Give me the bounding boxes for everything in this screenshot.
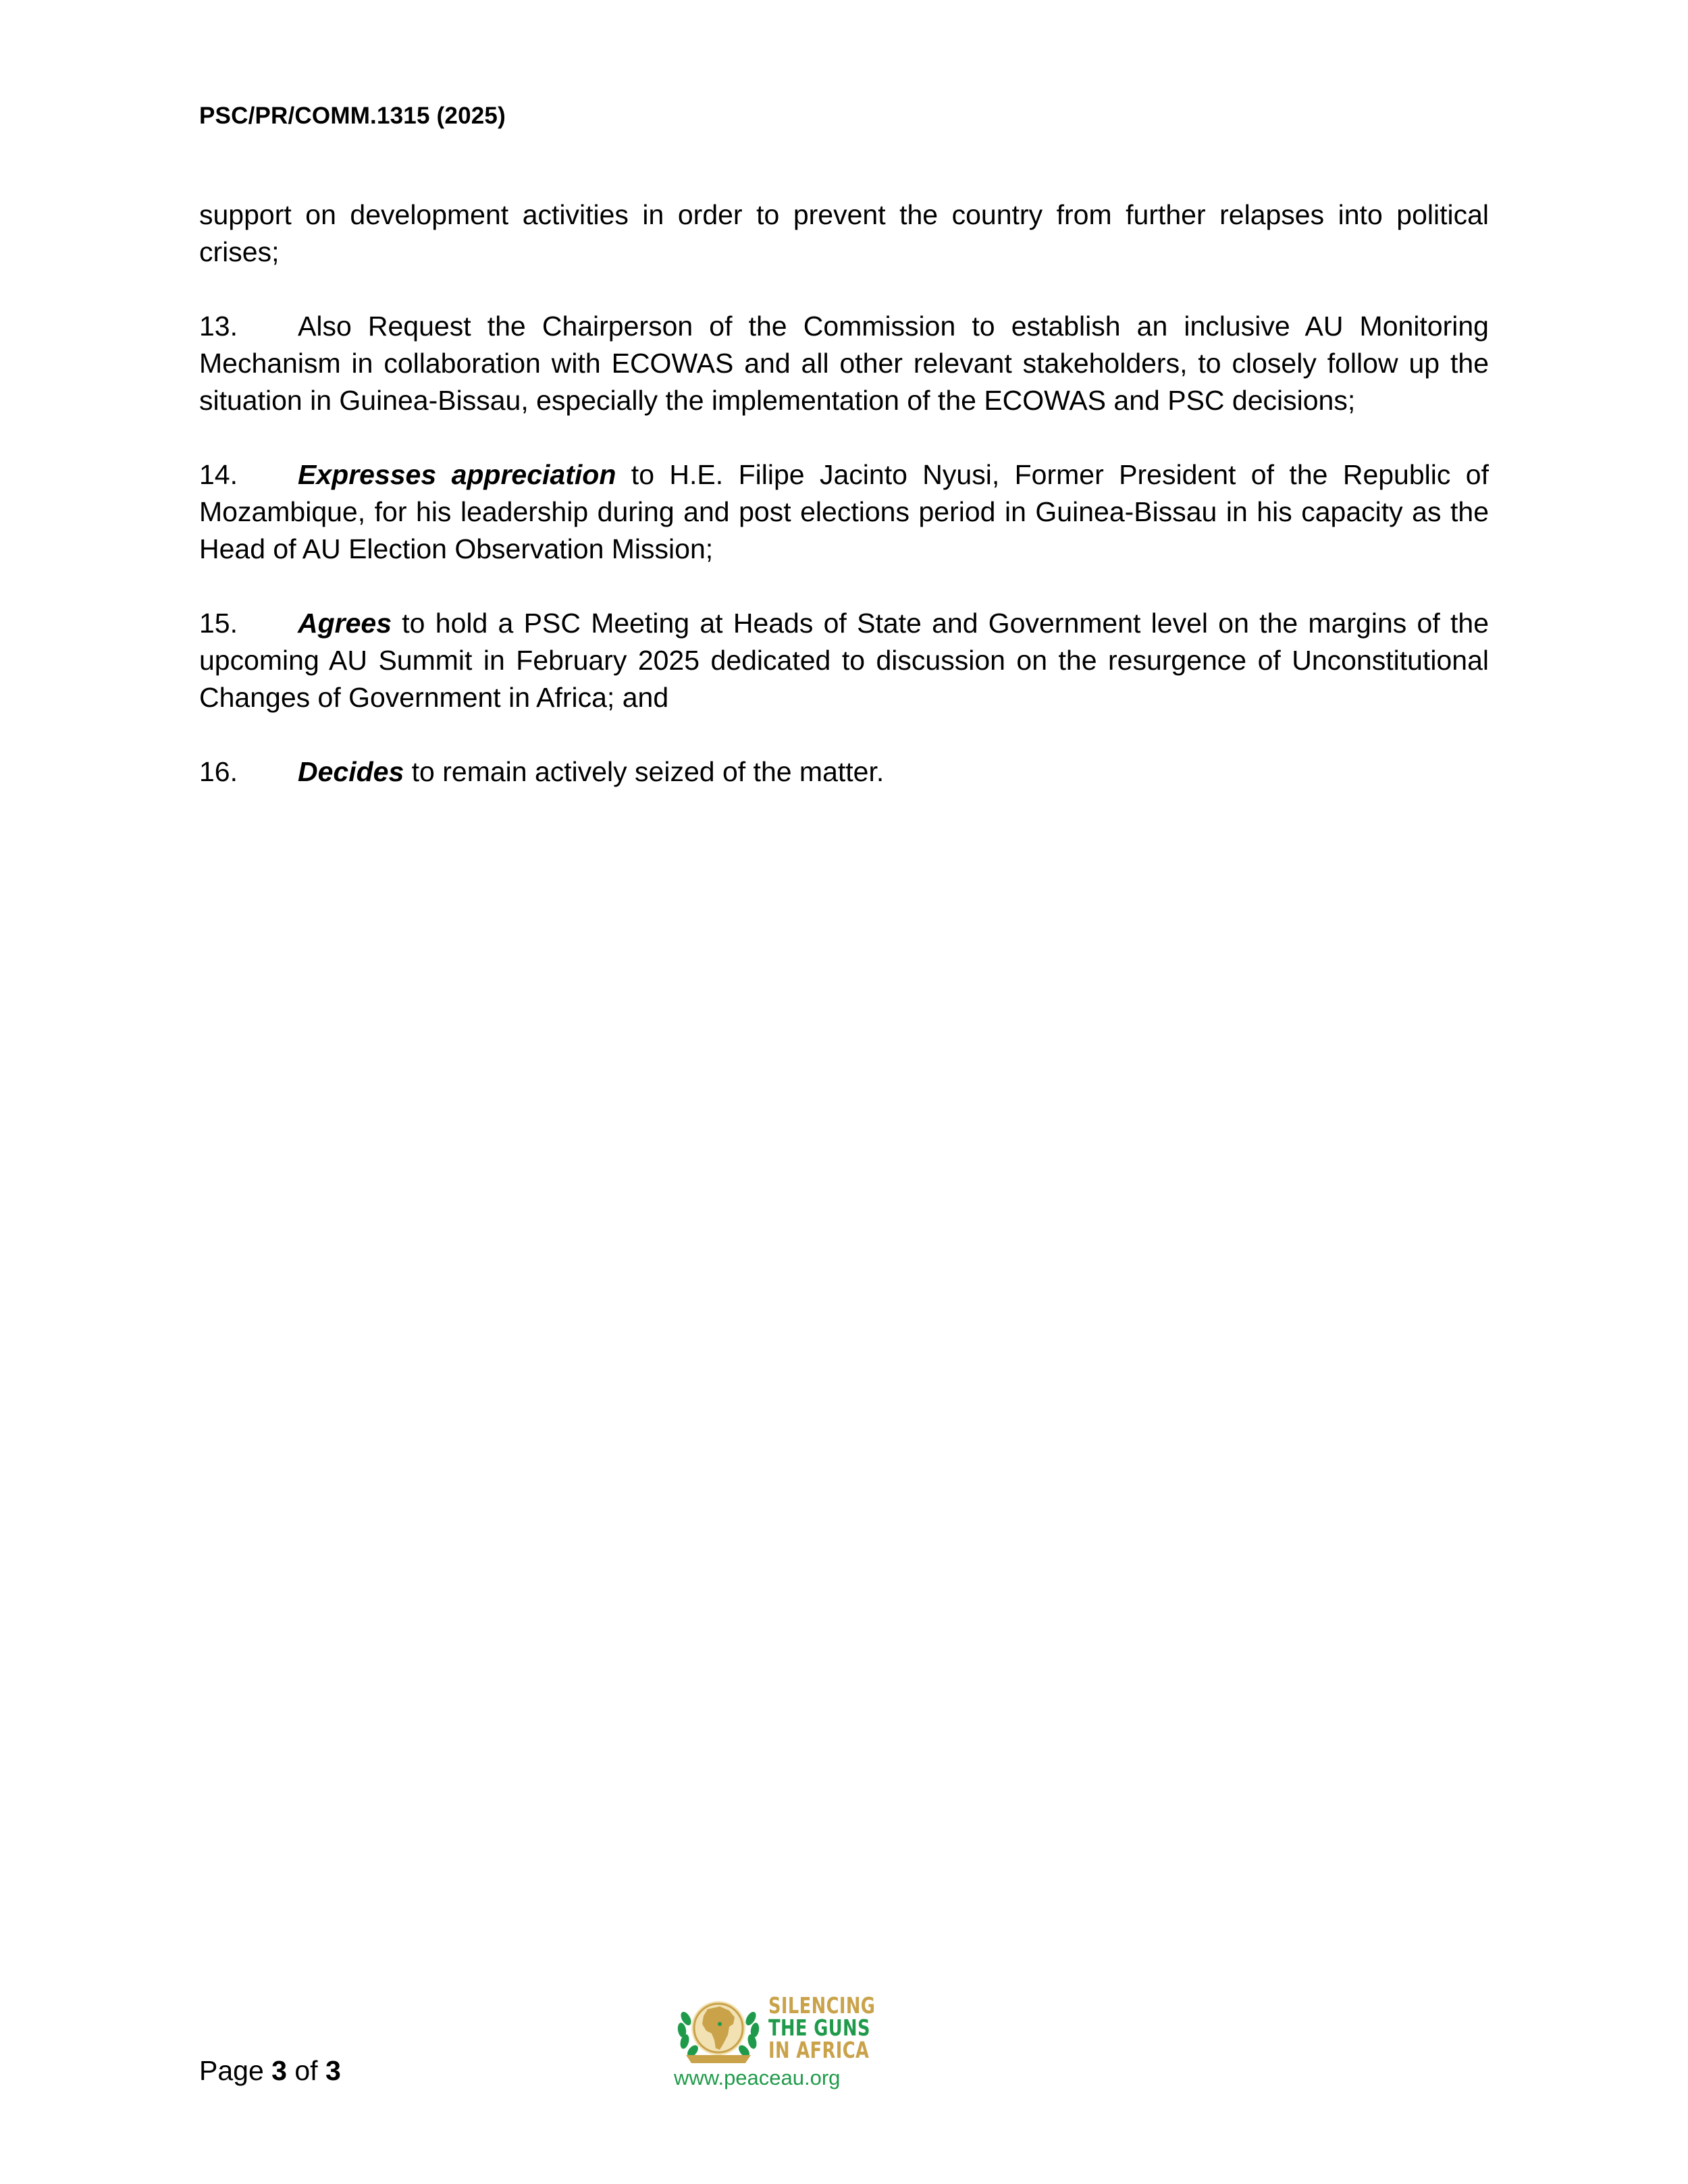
paragraph-number: 14. [199, 459, 238, 490]
paragraph-keyword: Decides [298, 756, 404, 787]
document-reference: PSC/PR/COMM.1315 (2025) [199, 103, 506, 129]
paragraph-keyword: Expresses appreciation [298, 459, 616, 490]
logo-text-line: THE GUNS [768, 2015, 870, 2041]
page-current: 3 [271, 2055, 287, 2086]
au-emblem-icon [672, 1993, 767, 2067]
paragraph-keyword: Agrees [298, 608, 392, 639]
paragraph-text: Also Request the Chairperson of the Commission to establish an inclusive AU Monitoring Mechanism in collaboration with ECOWAS and all other relevant stakeholders, to closely follow up the situation in Guinea-Bissau, especially the implementation of the ECOWAS and PSC decisions; [199, 311, 1489, 416]
paragraph-13 [199, 308, 1489, 419]
paragraph-16 [199, 753, 1489, 791]
paragraph-text: to hold a PSC Meeting at Heads of State and Government level on the margins of the upcoming AU Summit in February 2025 dedicated to discussion on the resurgence of Unconstitutional Changes of Government in Africa; and [199, 608, 1489, 713]
silencing-the-guns-logo [672, 1993, 875, 2094]
paragraph-number: 16. [199, 756, 238, 787]
paragraph-number: 13. [199, 311, 238, 342]
logo-text-line: IN AFRICA [768, 2037, 870, 2063]
website-url: www.peaceau.org [674, 2066, 841, 2089]
paragraph-text: to H.E. Filipe Jacinto Nyusi, Former President of the Republic of Mozambique, for his leadership during and post elections period in Guinea-Bissau in his capacity as the Head of AU Election Observation Mission; [199, 459, 1489, 564]
paragraph-continuation [199, 196, 1489, 271]
paragraph-15 [199, 605, 1489, 716]
page-number [199, 2054, 341, 2087]
document-body [199, 196, 1489, 828]
paragraph-text: support on development activities in order to prevent the country from further relapses into political crises; [199, 199, 1489, 267]
paragraph-14 [199, 456, 1489, 568]
paragraph-text: to remain actively seized of the matter. [404, 756, 885, 787]
page-total: 3 [325, 2055, 341, 2086]
paragraph-number: 15. [199, 608, 238, 639]
page-of: of [286, 2055, 325, 2086]
page-prefix: Page [199, 2055, 272, 2086]
logo-text-line: SILENCING [768, 1992, 876, 2019]
